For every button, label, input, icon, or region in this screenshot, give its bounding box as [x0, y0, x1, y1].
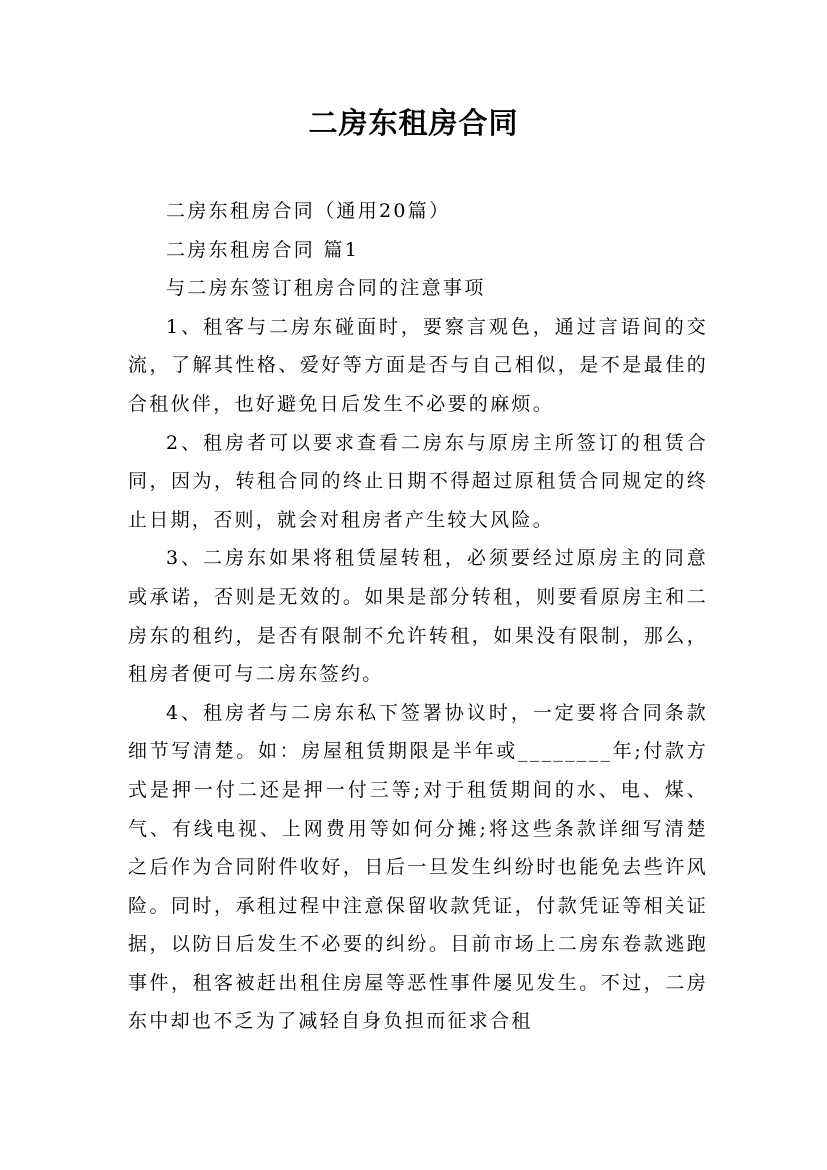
- body-paragraph: 1、租客与二房东碰面时，要察言观色，通过言语间的交流，了解其性格、爱好等方面是否与自己相似，是不是最佳的合租伙伴，也好避免日后发生不必要的麻烦。: [128, 315, 708, 415]
- document-body: [128, 192, 708, 1041]
- body-paragraph: 4、租房者与二房东私下签署协议时，一定要将合同条款细节写清楚。如：房屋租赁期限是半年或________年;付款方式是押一付二还是押一付三等;对于租赁期间的水、电、煤、气、有线电视、上网费用等如何分摊;将这些条款详细写清楚之后作为合同附件收好，日后一旦发生纠纷时也能免去些许风险。同时，承租过程中注意保留收款凭证，付款凭证等相关证据，以防日后发生不必要的纠纷。目前市场上二房东卷款逃跑事件，租客被赶出租住房屋等恶性事件屡见发生。不过，二房东中却也不乏为了减轻自身负担而征求合租: [128, 701, 708, 1033]
- subtitle-paragraph: 二房东租房合同（通用20篇）: [166, 200, 451, 222]
- body-paragraph: 3、二房东如果将租赁屋转租，必须要经过原房主的同意或承诺，否则是无效的。如果是部分转租，则要看原房主和二房东的租约，是否有限制不允许转租，如果没有限制，那么，租房者便可与二房东签约。: [128, 547, 708, 686]
- section-heading: 二房东租房合同 篇1: [166, 238, 360, 261]
- body-paragraph: 2、租房者可以要求查看二房东与原房主所签订的租赁合同，因为，转租合同的终止日期不得超过原租赁合同规定的终止日期，否则，就会对租房者产生较大风险。: [128, 431, 708, 531]
- notice-heading: 与二房东签订租房合同的注意事项: [166, 277, 486, 300]
- document-title: 二房东租房合同: [308, 106, 519, 140]
